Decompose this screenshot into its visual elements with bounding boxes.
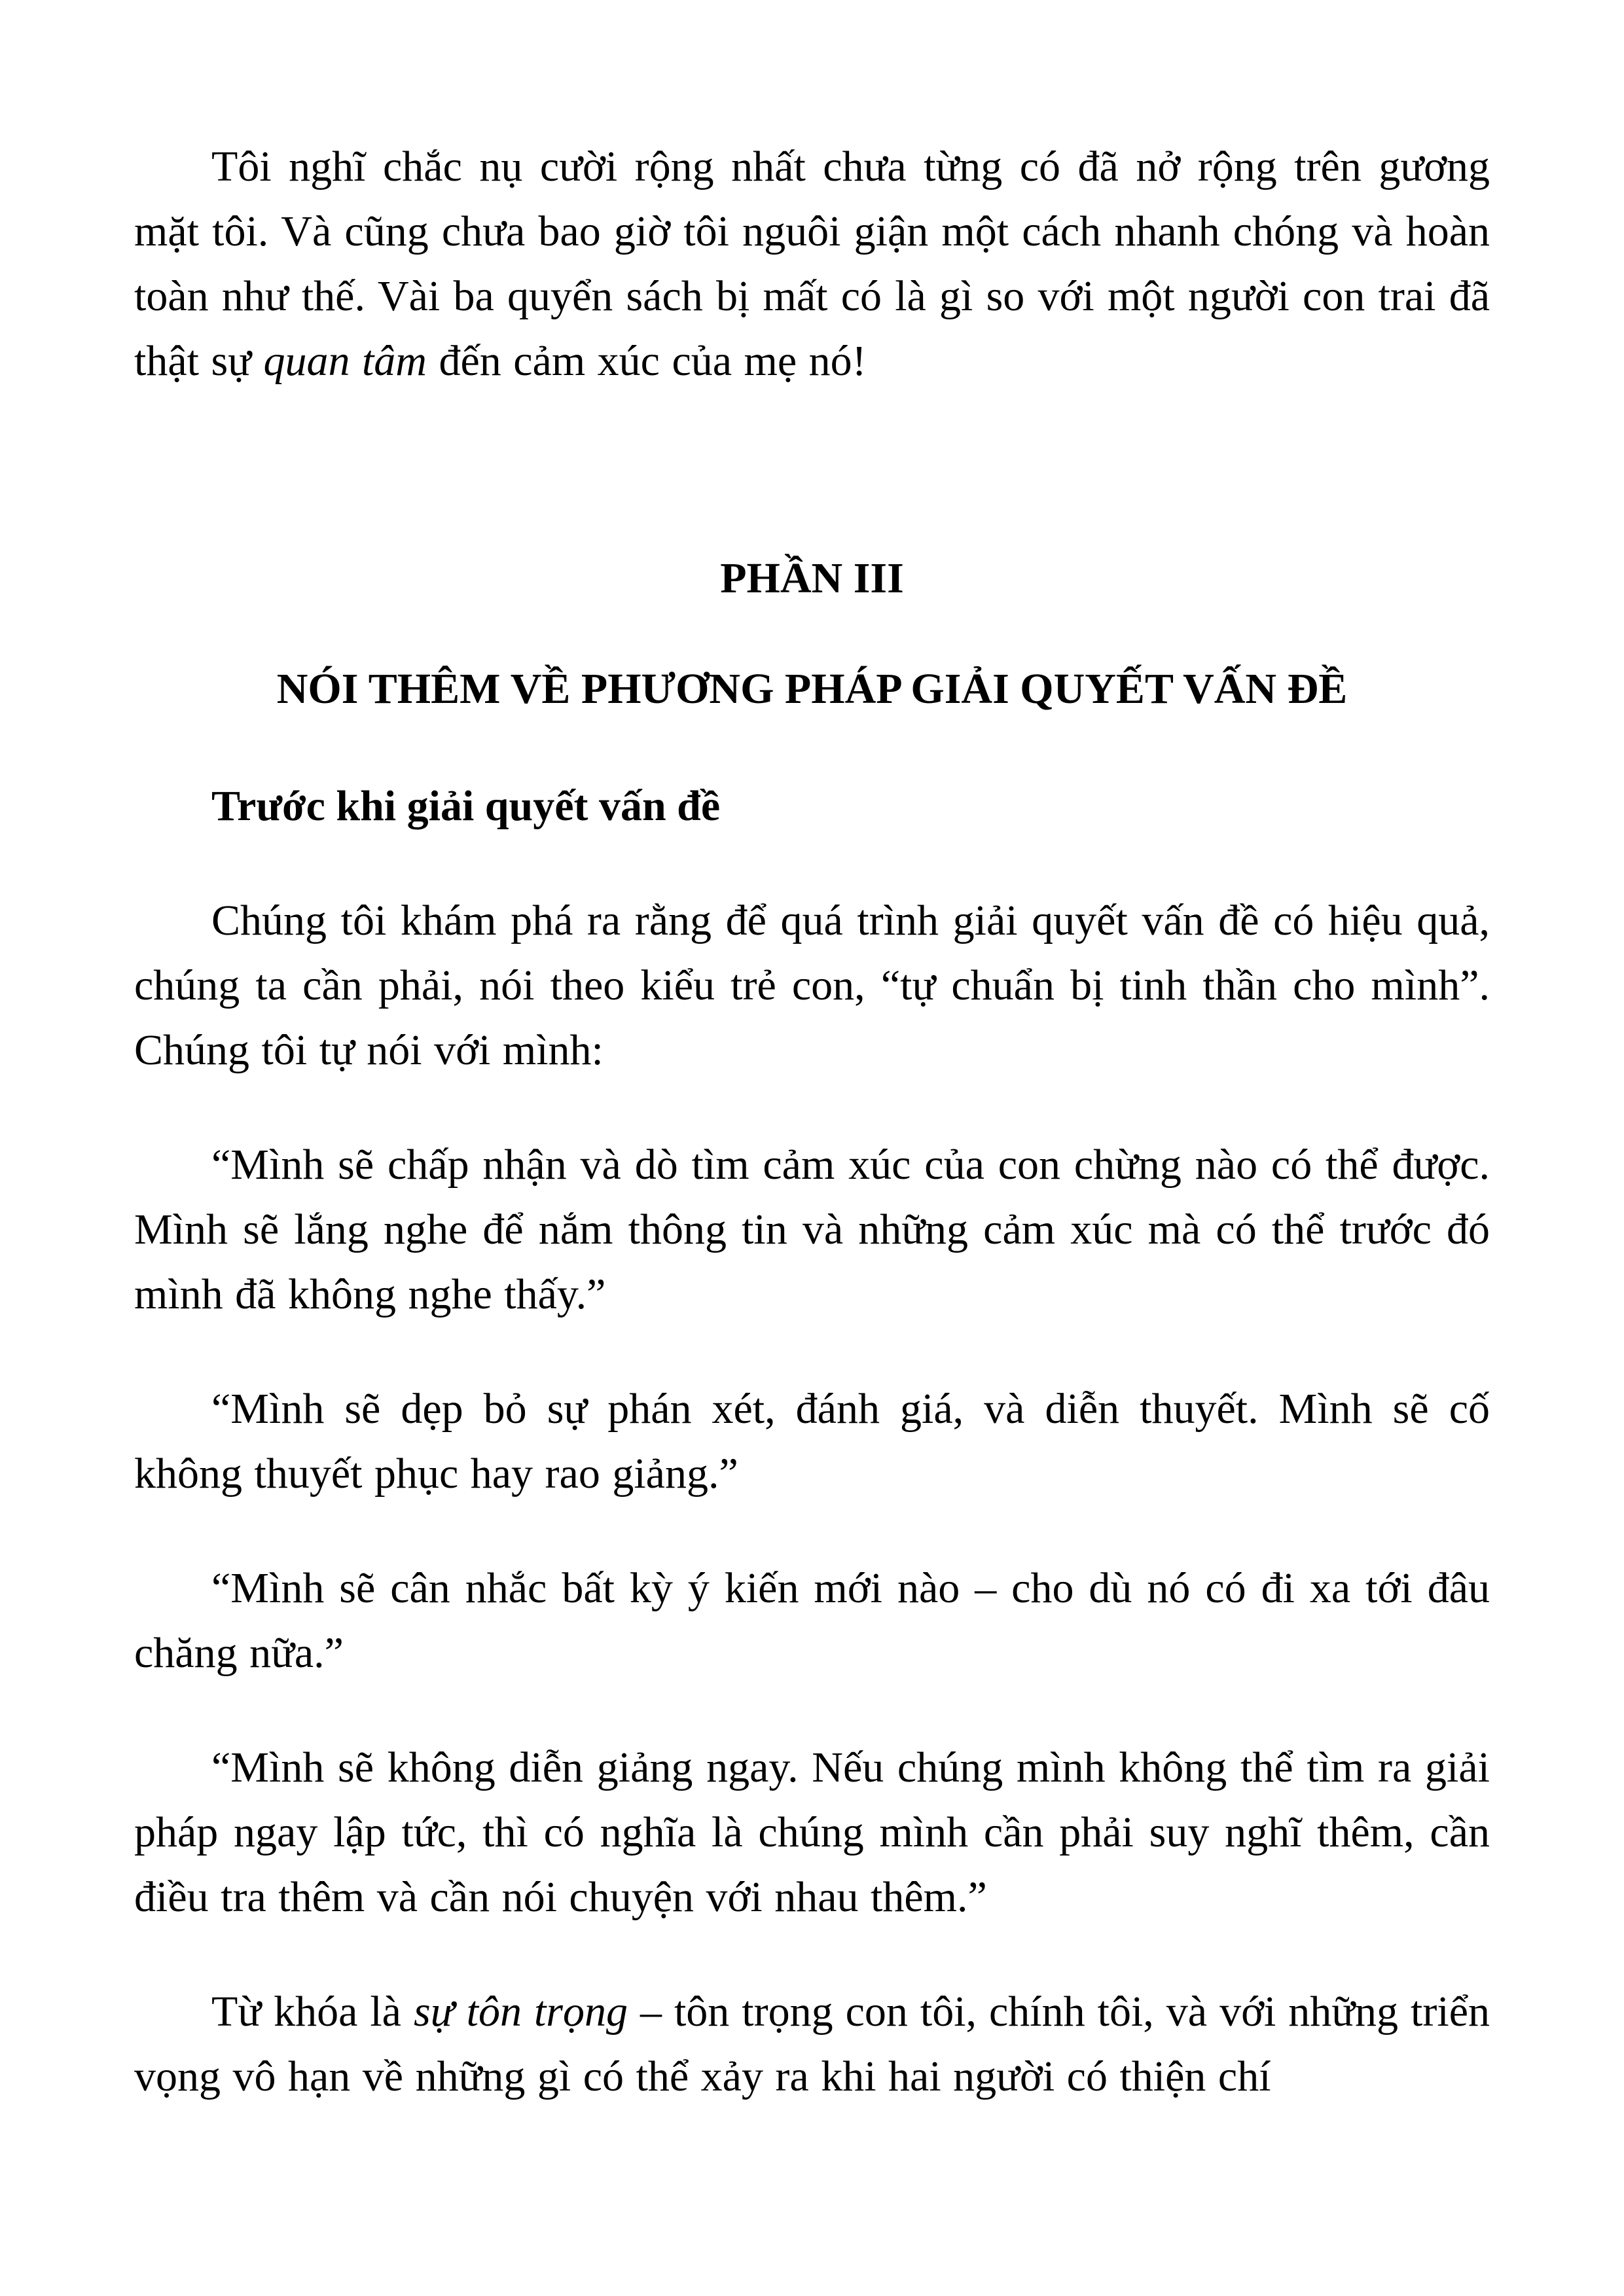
paragraph-6: “Mình sẽ không diễn giảng ngay. Nếu chúng mình không thể tìm ra giải pháp ngay lập tức, thì có nghĩa là chúng mình cần phải suy nghĩ thêm, cần điều tra thêm và cần nói chuyện với nhau thêm.”	[134, 1744, 1490, 1921]
chapter-heading: NÓI THÊM VỀ PHƯƠNG PHÁP GIẢI QUYẾT VẤN ĐỀ	[276, 665, 1348, 713]
paragraph-2: Chúng tôi khám phá ra rằng để quá trình giải quyết vấn đề có hiệu quả, chúng ta cần phải, nói theo kiểu trẻ con, “tự chuẩn bị tinh thần cho mình”. Chúng tôi tự nói với mình:	[134, 897, 1490, 1074]
paragraph-7-text: Từ khóa là	[211, 1988, 414, 2036]
paragraph-7	[134, 1979, 1490, 2109]
paragraph-7-text-end: – tôn trọng con tôi, chính tôi, và với những triển vọng vô hạn về những gì có thể xảy ra khi hai người có thiện chí	[134, 1988, 1490, 2100]
paragraph-1-italic-phrase: quan tâm	[263, 337, 427, 385]
page-content	[134, 0, 1490, 2109]
paragraph-1-text-end: đến cảm xúc của mẹ nó!	[426, 337, 867, 385]
paragraph-5: “Mình sẽ cân nhắc bất kỳ ý kiến mới nào – cho dù nó có đi xa tới đâu chăng nữa.”	[134, 1564, 1490, 1677]
paragraph-4: “Mình sẽ dẹp bỏ sự phán xét, đánh giá, và diễn thuyết. Mình sẽ cố không thuyết phục hay rao giảng.”	[134, 1385, 1490, 1498]
paragraph-1-text: Tôi nghĩ chắc nụ cười rộng nhất chưa từng có đã nở rộng trên gương mặt tôi. Và cũng chưa bao giờ tôi nguôi giận một cách nhanh chóng và hoàn toàn như thế. Vài ba quyển sách bị mất có là gì so với một người con trai đã thật sự	[134, 143, 1490, 385]
paragraph-1	[134, 134, 1490, 393]
paragraph-3: “Mình sẽ chấp nhận và dò tìm cảm xúc của con chừng nào có thể được. Mình sẽ lắng nghe để nắm thông tin và những cảm xúc mà có thể trước đó mình đã không nghe thấy.”	[134, 1141, 1490, 1318]
subheading: Trước khi giải quyết vấn đề	[211, 782, 721, 830]
paragraph-7-italic-phrase: sự tôn trọng	[413, 1988, 628, 2036]
part-heading: PHẦN III	[720, 554, 904, 602]
